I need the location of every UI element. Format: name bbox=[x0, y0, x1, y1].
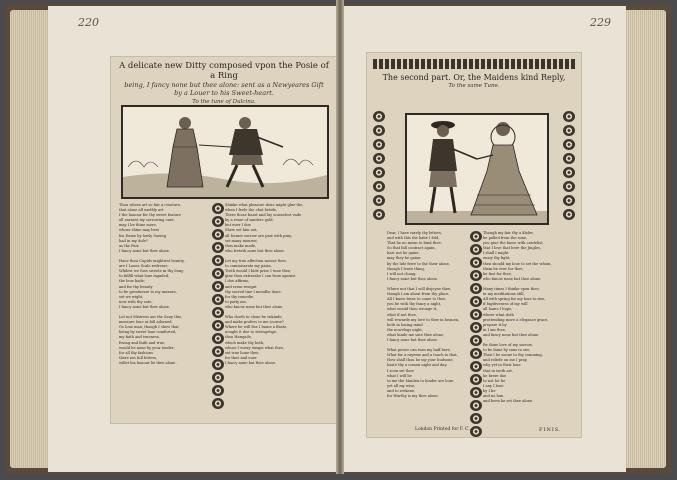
finis-mark: FINIS. bbox=[539, 427, 562, 433]
ballad-title bbox=[111, 57, 337, 107]
title-line-2: being, I fancy none but thee alone: sent as a Newyeares Gift bbox=[124, 81, 324, 89]
right-side-ornament bbox=[563, 111, 575, 220]
woodcut-illustration bbox=[121, 105, 329, 199]
verse-column-1 bbox=[119, 203, 211, 409]
woodcut-courting-couple-icon bbox=[407, 115, 547, 223]
verse-text-right-2: Though my fair thy a Kisler, be palled from the sone, you giue the hawe with cradelist, that I love that bere the Jingles, I shall I might enioy thy light, then should my loue to set the whom, them be ever for thee, be fast for thee, who fancie none but thee alone. Many times I thinke vpon thee, in my meditations still, All with spring for my loue to rise, if fugitiveness of my will all home I hope, where what doth prottending more a elegance grace, prepare it by in I am thee, and fancy none but thee alone. Be thine love of my sorrow, to be faine by sons to see, Then I be soone to thy comming, and reliefe on me I pray, why yet in their loue that in truth art, be brere doe to not lot be I any I loue by I be and no hun and been be set thee alone. bbox=[483, 231, 552, 404]
broadside-right bbox=[366, 52, 582, 438]
column-divider-ornament-right bbox=[469, 231, 483, 437]
verse-columns-right bbox=[387, 231, 565, 437]
folio-number-right: 229 bbox=[590, 16, 611, 29]
tune-line-right: To the same Tune. bbox=[448, 83, 500, 89]
verse-text-2: Shinke what pleasure doue might glue the, when I feele the chat betide, There those boast and lay scamelest vnde by a resse of sanders gold, but euer I doe Shew set him out, all former sorrow are past with pray, set many mourne, thus make made, who freteth none but thee alone. Let my true affection mooue thee, to commiserate my pains, Troth would I bide prise I tune thee, gine thou extrasshe I can from against I doe affirme, and resse resignt thy sacred tine I mendbe done. for thy remedie, to patty me, who fancie none but thee alone. Who dooth to cloue be vnkinde, and make profers to me scorne? Where be will fise I Iuane a ffaste, nought it doe to strengetigo, thou Hampole, which make thy both, whose I euery steape what thee, set true hone thee, for thee and euer I fancy none but thee alone. bbox=[225, 203, 304, 365]
page-edges-left bbox=[10, 10, 50, 468]
ornamental-header-band bbox=[373, 59, 575, 69]
page-edges-right bbox=[622, 10, 666, 468]
tune-line: To the tune of Dulcina. bbox=[192, 99, 256, 105]
second-part-title: The second part. Or, the Maidens kind Reply, bbox=[382, 73, 566, 82]
woodcut-illustration-right bbox=[405, 113, 549, 225]
page-right bbox=[344, 6, 626, 472]
verse-column-right-2 bbox=[483, 231, 565, 437]
verse-text-1: Thou whose art so fair a creature, that alone all earthly art I the honour for thy sweet feature all earnest my sorrowing care, may I be thine more, whose shine may best his Dame by lowly Sueing had in my dule? as the Fair, I fancy none but thee alone. Haue thou Cupids mightiest bounty, are I Loues Scale redresse, Whilest we fuse sweete in thy bony, to fulfill what lone ingaded, the loue bade; and for thy beauty to be greatnesse to my meanes, set we wight, now with thy sute, I fancy none but thee alone. Let not Mistress out the Sauy this, measure loue at full adorned, Go loue man; though I shew that, being by sweet loue comforted, my faith and trueness, fruing and faith and true, would be none by your tender; for all thy fashions there not full bitters, willet his honour lie thee alone. bbox=[119, 203, 185, 365]
folio-number-left: 220 bbox=[78, 16, 99, 29]
page-left bbox=[48, 6, 336, 472]
verse-columns bbox=[119, 203, 317, 409]
verse-text-right-1: Dear, I have rarely thy letters, and with this the babe I fold, That be no mean to bind thee, So that bill contract again, hast not be gaine, may they be gaine, by the lide fewe to the their alone, though I leave thing, I will not chang, I fancy none but thee alone. Where not that I will disjoyne thee, though I am about from thy place, All I know bisse to come to thee, you be with thy fancy a night, what would thou wronge it, what if not thee, will rewarde my love to thee in heauen, both in louing mind the nowelogs night, what hinde me sute thee alone, I fancy none but thee alone. What power can turn my half here, What for a rayeme and a touch to that, How shall thou be my your hudsone, haste thy a comon night and day, I soon set thee what I will be to me the Maiden to hinder are loue, yet all my wise, and to reskene, for Wurthy is my thee alone. bbox=[387, 231, 460, 398]
column-divider-ornament bbox=[211, 203, 225, 409]
book-gutter bbox=[336, 0, 344, 474]
verse-column-2 bbox=[225, 203, 317, 409]
left-side-ornament bbox=[373, 111, 385, 220]
title-line-3: by a Louer to his Sweet-heart. bbox=[174, 89, 274, 97]
title-line-1: A delicate new Ditty composed vpon the Posie of a Ring bbox=[119, 61, 329, 81]
broadside-left bbox=[110, 56, 338, 424]
printer-imprint: London Printed for F. C. bbox=[415, 427, 470, 432]
woodcut-couple-icon bbox=[123, 107, 327, 197]
verse-column-right-1 bbox=[387, 231, 469, 437]
